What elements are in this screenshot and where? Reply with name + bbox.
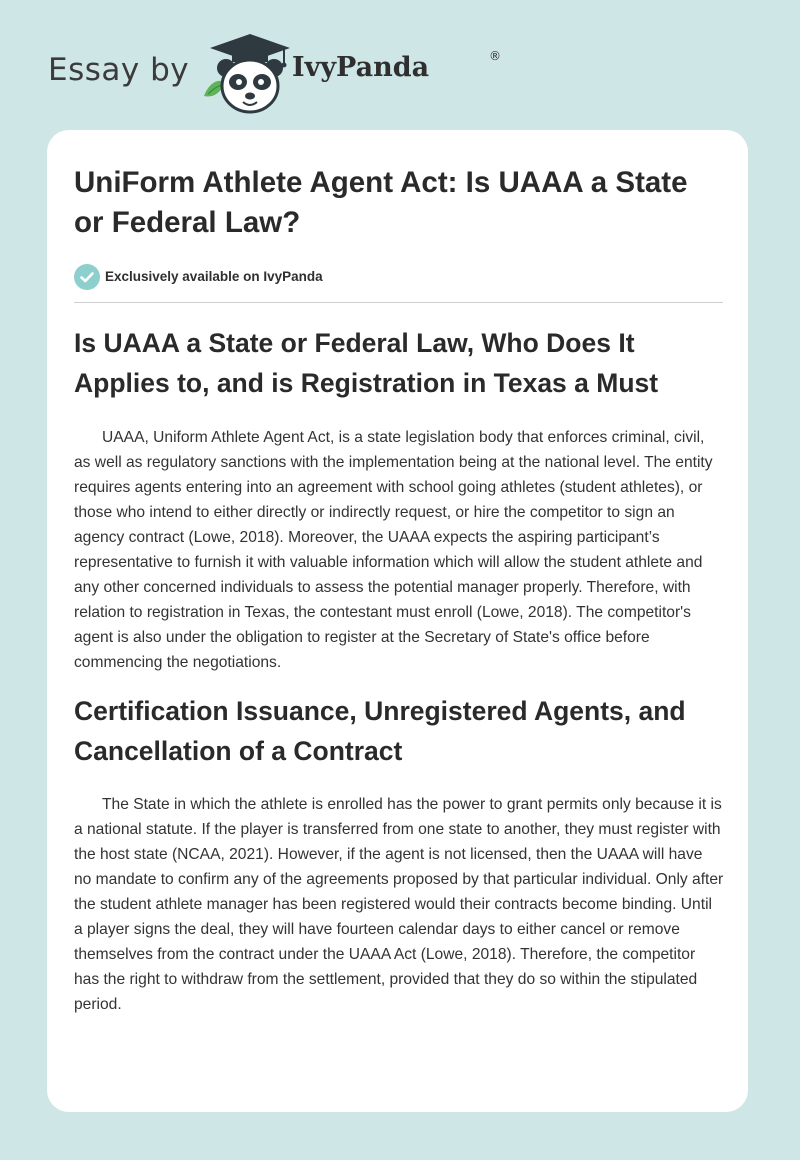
divider: [74, 302, 723, 303]
brand-name: IvyPanda: [292, 52, 430, 83]
brand-header[interactable]: [48, 34, 508, 114]
section-paragraph: UAAA, Uniform Athlete Agent Act, is a state legislation body that enforces criminal, civil, as well as regulatory sanctions with the implementation being at the national level. The entity requires agents entering into an agreement with school going athletes (student athletes), or those who intend to either directly or indirectly request, or hire the competitor to sign an agency contract (Lowe, 2018). Moreover, the UAAA expects the aspiring participant’s representative to furnish it with valuable information which will allow the student athlete and any other concerned individuals to assess the potential manager properly. Therefore, with relation to registration in Texas, the contestant must enroll (Lowe, 2018). The competitor's agent is also under the obligation to register at the Secretary of State's office before commencing the negotiations.: [74, 429, 713, 671]
section-heading: Certification Issuance, Unregistered Agents, and Cancellation of a Contract: [74, 696, 686, 766]
brand-prefix: Essay by: [48, 52, 190, 88]
exclusive-label: Exclusively available on IvyPanda: [105, 269, 323, 284]
page-title: UniForm Athlete Agent Act: Is UAAA a State or Federal Law?: [74, 166, 688, 239]
section-heading: Is UAAA a State or Federal Law, Who Does It Applies to, and is Registration in Texas a Must: [74, 328, 659, 398]
registered-mark: ®: [489, 49, 501, 63]
exclusive-badge: [74, 264, 714, 290]
panda-logo-icon: [200, 34, 290, 114]
section-paragraph: The State in which the athlete is enrolled has the power to grant permits only because it is a national statute. If the player is transferred from one state to another, they must register with the host state (NCAA, 2021). However, if the agent is not licensed, then the UAAA will have no mandate to confirm any of the agreements proposed by that particular individual. Only after the student athlete manager has been registered would their contracts become binding. Until a player signs the deal, they will have fourteen calendar days to either cancel or remove themselves from the contract under the UAAA Act (Lowe, 2018). Therefore, the competitor has the right to withdraw from the settlement, provided that they do so within the stipulated period.: [74, 796, 724, 1013]
essay-card: [47, 130, 748, 1112]
check-icon: [74, 264, 100, 290]
